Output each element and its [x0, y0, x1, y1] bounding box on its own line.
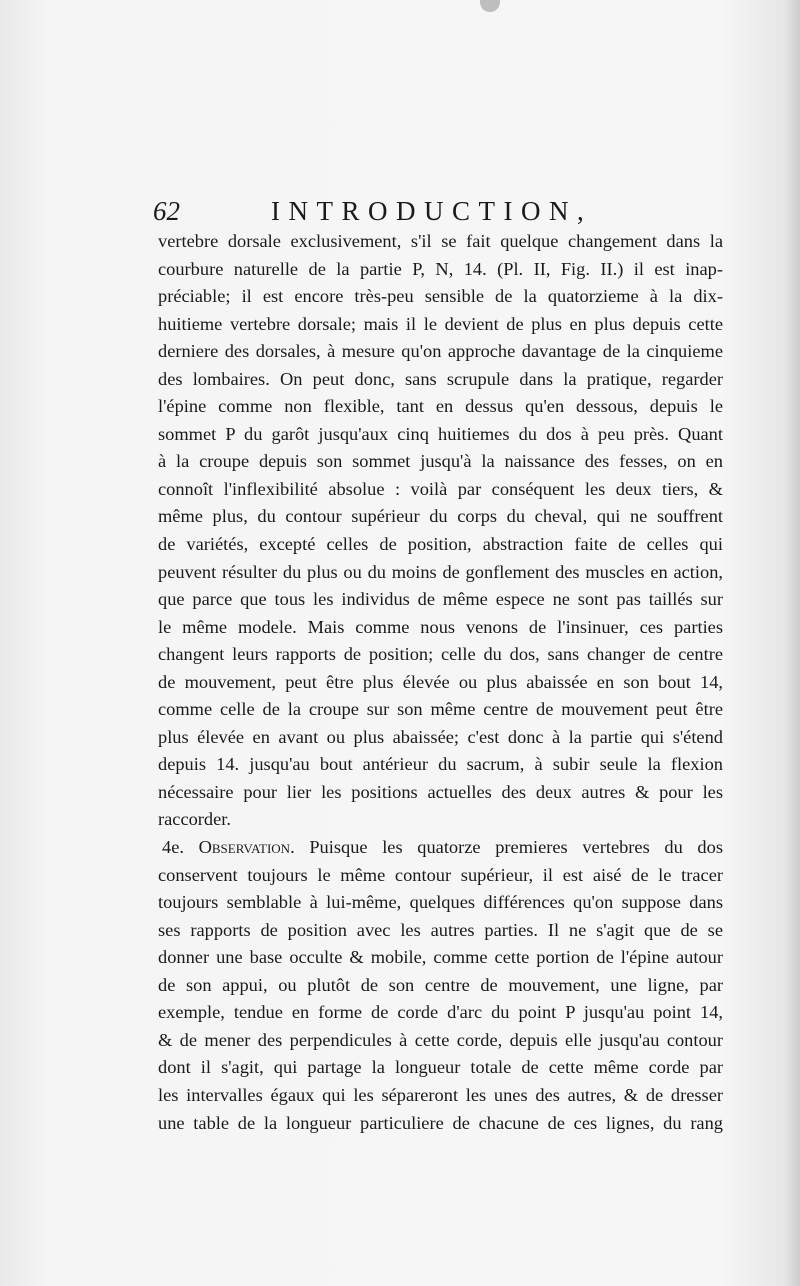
- body-text: [158, 228, 723, 1137]
- text-line: donner une base occulte & mobile, comme cette portion de l'épine autour: [158, 947, 723, 968]
- text-line: que parce que tous les individus de même espece ne sont pas taillés sur: [158, 589, 723, 610]
- text-line: depuis 14. jusqu'au bout antérieur du sacrum, à subir seule la flexion: [158, 754, 723, 775]
- text-line: de son appui, ou plutôt de son centre de mouvement, une ligne, par: [158, 974, 723, 995]
- observation-text: Puisque les quatorze premieres vertebres du dos: [309, 837, 723, 858]
- text-line: dont il s'agit, qui partage la longueur totale de cette même corde par: [158, 1057, 723, 1078]
- text-line: l'épine comme non flexible, tant en dessus qu'en dessous, depuis le: [158, 396, 723, 417]
- page-header: [153, 196, 713, 230]
- text-line: les intervalles égaux qui les sépareront les unes des autres, & de dresser: [158, 1084, 723, 1105]
- text-line: de mouvement, peut être plus élevée ou plus abaissée en son bout 14,: [158, 671, 723, 692]
- text-line: à la croupe depuis son sommet jusqu'à la naissance des fesses, on en: [158, 451, 723, 472]
- running-head: INTRODUCTION,: [271, 196, 593, 226]
- text-line: vertebre dorsale exclusivement, s'il se fait quelque changement dans la: [158, 231, 723, 251]
- text-line: raccorder.: [158, 809, 231, 830]
- text-line: sommet P du garôt jusqu'aux cinq huitiemes du dos à peu près. Quant: [158, 423, 723, 444]
- text-line: derniere des dorsales, à mesure qu'on approche davantage de la cinquieme: [158, 341, 723, 362]
- observation-heading: Observation.: [198, 837, 295, 858]
- text-line: conservent toujours le même contour supérieur, il est aisé de le tracer: [158, 864, 723, 885]
- text-line: même plus, du contour supérieur du corps du cheval, qui ne souffrent: [158, 506, 723, 527]
- text-line: toujours semblable à lui-même, quelques différences qu'on suppose dans: [158, 892, 723, 913]
- observation-first-line: [158, 834, 723, 862]
- text-line: huitieme vertebre dorsale; mais il le devient de plus en plus depuis cette: [158, 313, 723, 334]
- text-line: changent leurs rapports de position; celle du dos, sans changer de centre: [158, 644, 723, 665]
- text-line: une table de la longueur particuliere de chacune de ces lignes, du rang: [158, 1112, 723, 1133]
- text-line: exemple, tendue en forme de corde d'arc du point P jusqu'au point 14,: [158, 1002, 723, 1023]
- text-line: plus élevée en avant ou plus abaissée; c'est donc à la partie qui s'étend: [158, 726, 723, 747]
- observation-number: 4e.: [162, 837, 184, 858]
- text-line: de variétés, excepté celles de position, abstraction faite de celles qui: [158, 534, 723, 555]
- text-line: ses rapports de position avec les autres parties. Il ne s'agit que de se: [158, 919, 723, 940]
- text-line: comme celle de la croupe sur son même centre de mouvement peut être: [158, 699, 723, 720]
- text-line: préciable; il est encore très-peu sensible de la quatorzieme à la dix-: [158, 286, 723, 307]
- text-line: connoît l'inflexibilité absolue : voilà par conséquent les deux tiers, &: [158, 478, 723, 499]
- ink-blot: [480, 0, 500, 12]
- text-line: des lombaires. On peut donc, sans scrupule dans la pratique, regarder: [158, 368, 723, 389]
- text-line: peuvent résulter du plus ou du moins de gonflement des muscles en action,: [158, 561, 723, 582]
- page-edge-shadow: [784, 0, 800, 1286]
- text-line: nécessaire pour lier les positions actuelles des deux autres & pour les: [158, 781, 723, 802]
- page-number: 62: [153, 196, 180, 226]
- text-line: courbure naturelle de la partie P, N, 14. (Pl. II, Fig. II.) il est inap-: [158, 258, 723, 279]
- text-line: le même modele. Mais comme nous venons de l'insinuer, ces parties: [158, 616, 723, 637]
- text-line: & de mener des perpendicules à cette corde, depuis elle jusqu'au contour: [158, 1029, 723, 1050]
